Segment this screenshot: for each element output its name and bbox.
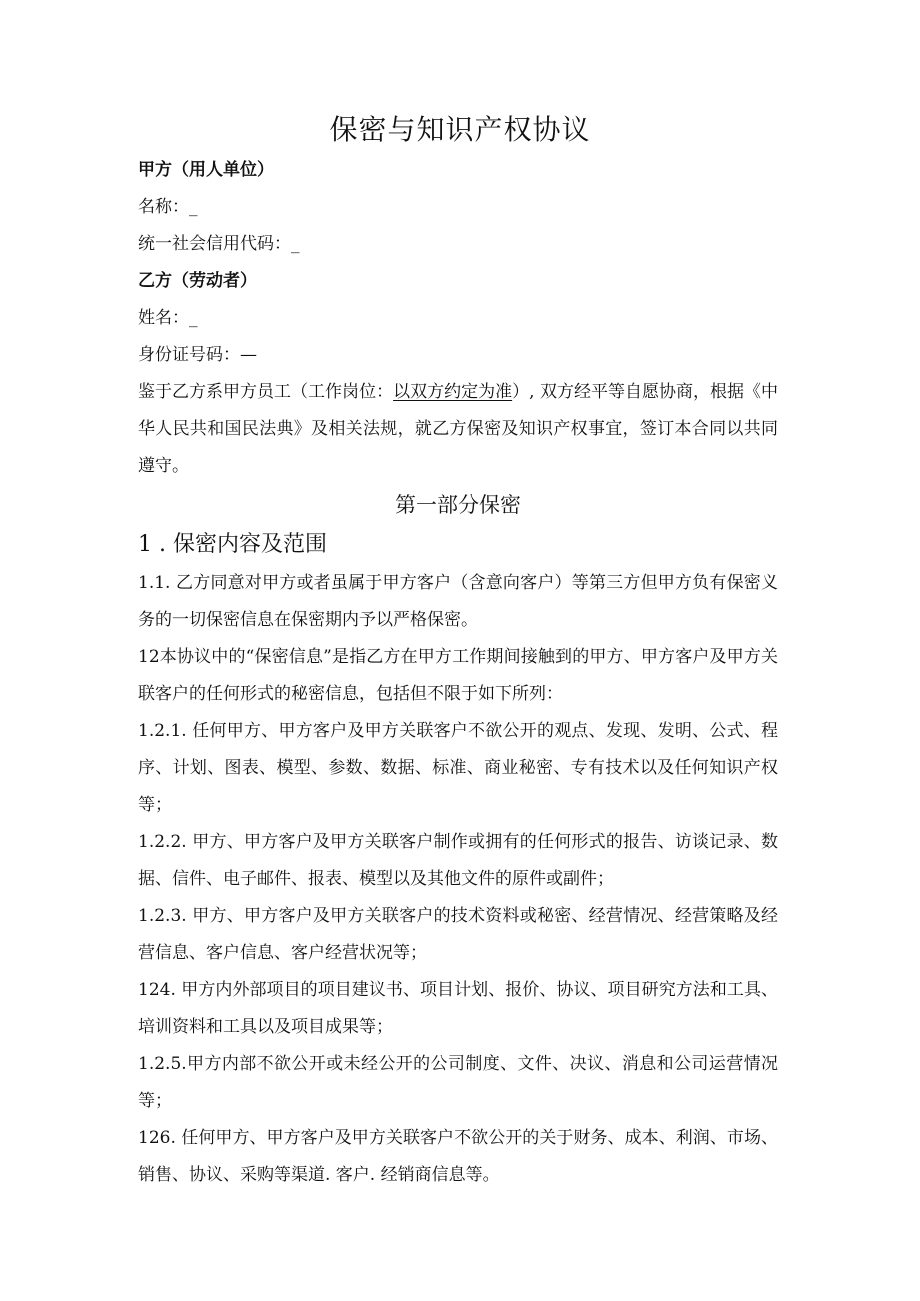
clause-1-2-4: 124. 甲方内外部项目的项目建议书、项目计划、报价、协议、项目研究方法和工具、培训资料和工具以及项目成果等； <box>138 980 778 1037</box>
clause-1-1: 1.1. 乙方同意对甲方或者虽属于甲方客户（含意向客户）等第三方但甲方负有保密义务的一切保密信息在保密期内予以严格保密。 <box>138 573 778 630</box>
document-title: 保密与知识产权协议 <box>329 113 591 146</box>
party-b-name-line: 姓名：_ <box>138 308 198 328</box>
party-b-id-line: 身份证号码：— <box>138 345 257 365</box>
preamble-before: 鉴于乙方系甲方员工（工作岗位： <box>138 382 394 402</box>
clause-1-2: 12本协议中的“保密信息”是指乙方在甲方工作期间接触到的甲方、甲方客户及甲方关联客户的任何形式的秘密信息，包括但不限于如下所列： <box>138 647 778 704</box>
preamble-after: ）, 双方经平等自愿协商，根据《中华人民共和国民法典》及相关法规，就乙方保密及知识产权事宜，签订本合同以共同遵守。 <box>138 382 779 476</box>
party-b-heading: 乙方（劳动者） <box>138 271 257 291</box>
part-heading: 第一部分保密 <box>395 493 521 517</box>
clause-1-2-3: 1.2.3. 甲方、甲方客户及甲方关联客户的技术资料或秘密、经营情况、经营策略及经营信息、客户信息、客户经营状况等； <box>138 906 778 963</box>
party-a-heading: 甲方（用人单位） <box>138 160 274 180</box>
clause-1-2-2: 1.2.2. 甲方、甲方客户及甲方关联客户制作或拥有的任何形式的报告、访谈记录、数据、信件、电子邮件、报表、模型以及其他文件的原件或副件； <box>138 832 778 889</box>
party-a-name-line: 名称：_ <box>138 197 198 217</box>
section-heading: 1 . 保密内容及范围 <box>138 532 327 557</box>
clause-1-2-5: 1.2.5.甲方内部不欲公开或未经公开的公司制度、文件、决议、消息和公司运营情况等； <box>138 1054 778 1111</box>
clause-1-2-1: 1.2.1. 任何甲方、甲方客户及甲方关联客户不欲公开的观点、发现、发明、公式、程序、计划、图表、模型、参数、数据、标准、商业秘密、专有技术以及任何知识产权等； <box>138 721 778 815</box>
clause-1-2-6: 126. 任何甲方、甲方客户及甲方关联客户不欲公开的关于财务、成本、利润、市场、销售、协议、采购等渠道. 客户. 经销商信息等。 <box>138 1128 778 1185</box>
preamble-underlined-post: 以双方约定为准 <box>393 382 513 402</box>
document-body <box>138 152 778 1194</box>
preamble-paragraph <box>138 374 778 485</box>
party-a-credit-code-line: 统一社会信用代码：_ <box>138 234 300 254</box>
